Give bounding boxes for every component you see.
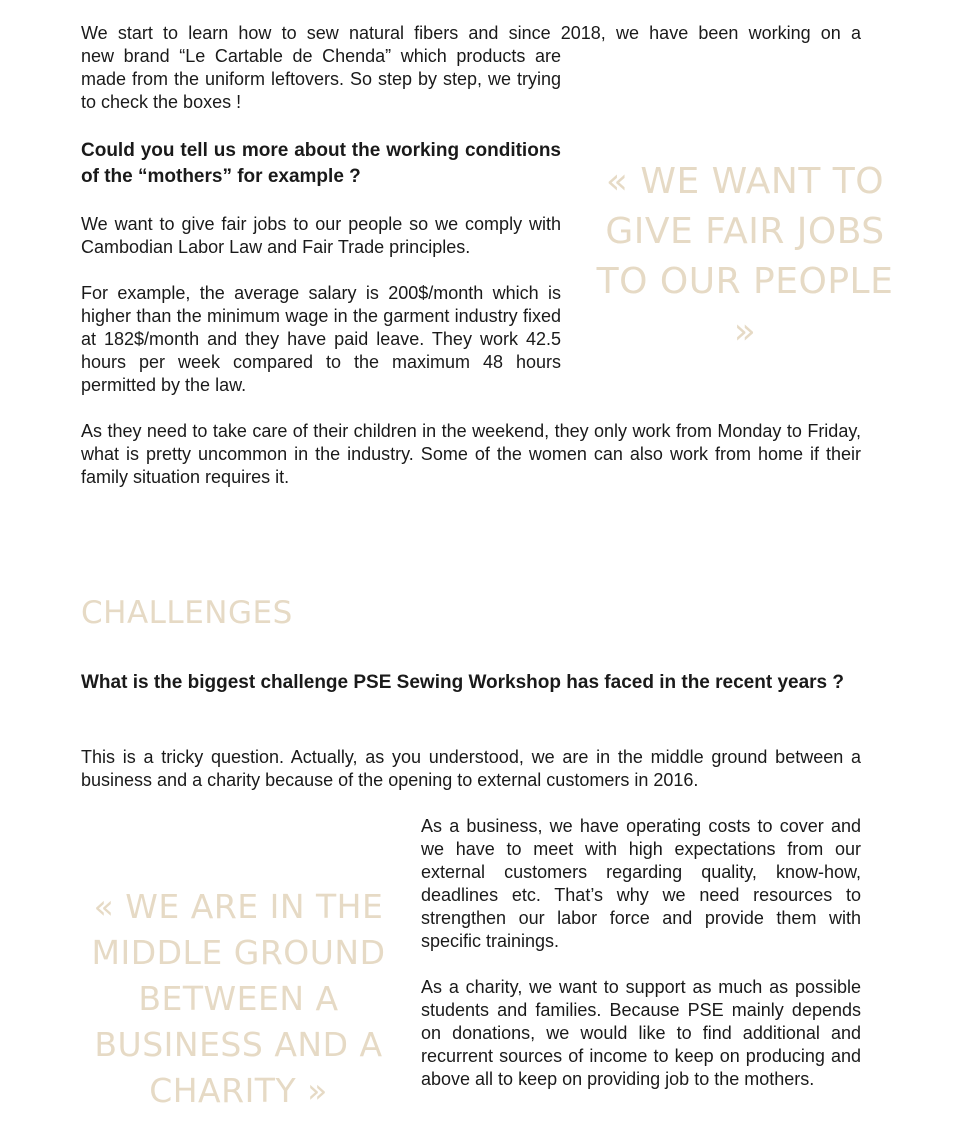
business-paragraph: As a business, we have operating costs to cover and we have to meet with high expectations from our external customers regarding quality, know-how, deadlines etc. That’s why we need resources to strengthen our labor force and provide them with specific trainings. <box>421 816 861 951</box>
tricky-question-paragraph: This is a tricky question. Actually, as you understood, we are in the middle ground between a business and a charity because of the opening to external customers in 2016. <box>81 747 861 790</box>
working-conditions-question: Could you tell us more about the working conditions of the “mothers” for example ? <box>81 140 561 187</box>
biggest-challenge-question: What is the biggest challenge PSE Sewing Workshop has faced in the recent years ? <box>81 672 845 693</box>
salary-paragraph: For example, the average salary is 200$/month which is higher than the minimum wage in the garment industry fixed at 182$/month and they have paid leave. They work 42.5 hours per week compared to the maximum 48 hours permitted by the law. <box>81 283 561 395</box>
fair-jobs-paragraph: We want to give fair jobs to our people so we comply with Cambodian Labor Law and Fair Trade principles. <box>81 214 561 257</box>
pull-quote-middle-ground: « WE ARE IN THE MIDDLE GROUND BETWEEN A BUSINESS AND A CHARITY » <box>91 887 386 1110</box>
intro-paragraph-line1: We start to learn how to sew natural fibers and since 2018, we have been working on a <box>81 23 861 43</box>
challenges-heading: CHALLENGES <box>81 595 293 631</box>
charity-paragraph: As a charity, we want to support as much as possible students and families. Because PSE mainly depends on donations, we would like to find additional and recurrent sources of income to keep on producing and above all to keep on providing job to the mothers. <box>421 977 861 1089</box>
pull-quote-fair-jobs: « WE WANT TO GIVE FAIR JOBS TO OUR PEOPLE » <box>596 161 894 352</box>
schedule-paragraph: As they need to take care of their children in the weekend, they only work from Monday to Friday, what is pretty uncommon in the industry. Some of the women can also work from home if their family situation requires it. <box>81 421 861 487</box>
intro-paragraph: new brand “Le Cartable de Chenda” which products are made from the uniform leftovers. So step by step, we trying to check the boxes ! <box>81 46 561 112</box>
